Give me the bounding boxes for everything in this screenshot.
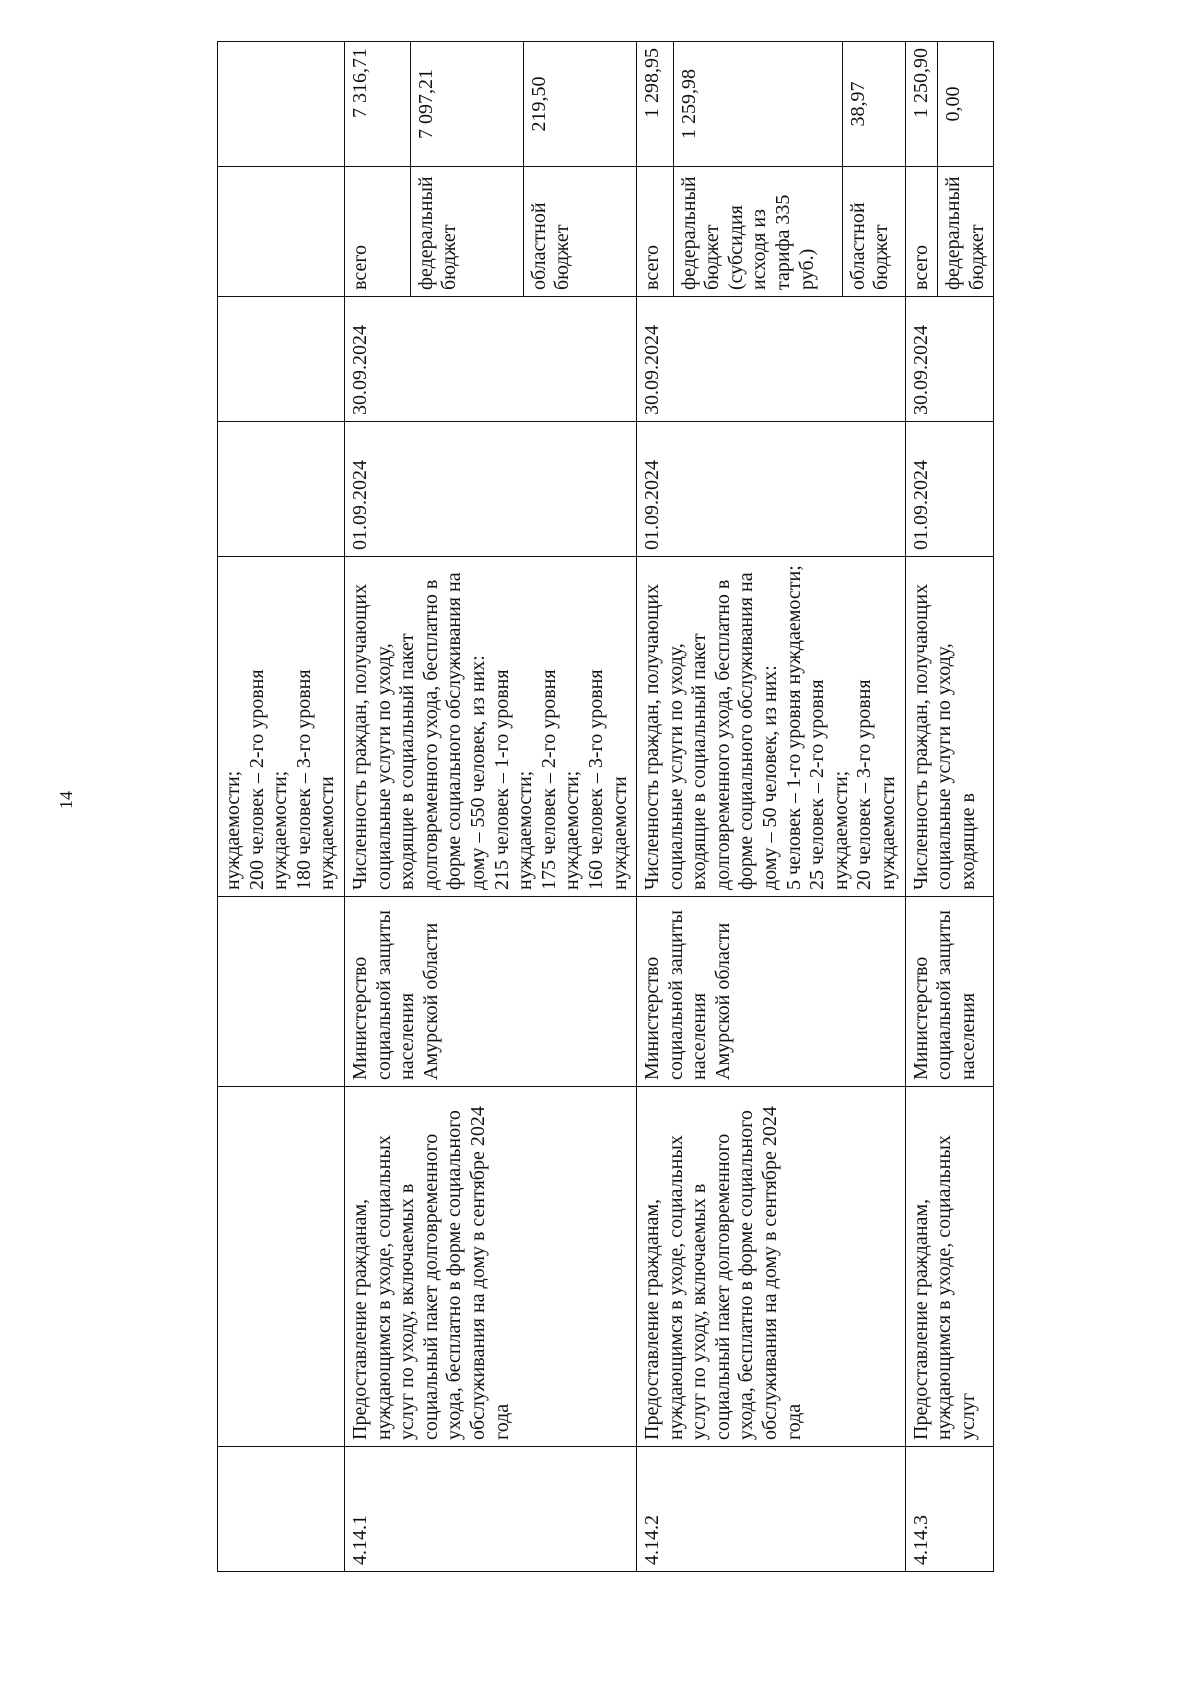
result-indicator: Численность граждан, получающих социальные услуги по уходу, входящие в [905, 557, 994, 897]
table-row [218, 42, 345, 1572]
end-date: 30.09.2024 [637, 297, 906, 422]
measure-name [218, 1087, 345, 1447]
table-row [905, 42, 938, 1572]
responsible-executor [218, 897, 345, 1087]
funding-amount: 38,97 [842, 42, 905, 167]
result-indicator: Численность граждан, получающих социальные услуги по уходу, входящие в социальный пакет долговременного ухода, бесплатно в форме социального обслуживания на дому – 50 человек, из них: 5 человек – 1-го уровня нуждаемости; 25 человек – 2-го уровня нуждаемости; 20 человек – 3-го уровня нуждаемости [637, 557, 906, 897]
funding-source: всего [344, 167, 410, 297]
end-date [218, 297, 345, 422]
measure-name: Предоставление гражданам, нуждающимся в уходе, социальных услуг по уходу, включаемых в социальный пакет долговременного ухода, бесплатно в форме социального обслуживания на дому в сентябре 2024 года [344, 1087, 636, 1447]
rotated-table-frame [217, 42, 1200, 1572]
measure-number: 4.14.3 [905, 1447, 994, 1572]
funding-source: областной бюджет [523, 167, 636, 297]
responsible-executor: Министерство социальной защиты населения Амурской области [637, 897, 906, 1087]
funding-amount: 219,50 [523, 42, 636, 167]
funding-source: всего [905, 167, 938, 297]
start-date: 01.09.2024 [344, 422, 636, 557]
responsible-executor: Министерство социальной защиты населения [905, 897, 994, 1087]
start-date [218, 422, 345, 557]
funding-amount: 1 259,98 [673, 42, 842, 167]
measure-name: Предоставление гражданам, нуждающимся в уходе, социальных услуг по уходу, включаемых в социальный пакет долговременного ухода, бесплатно в форме социального обслуживания на дому в сентябре 2024 года [637, 1087, 906, 1447]
funding-source: областной бюджет [842, 167, 905, 297]
funding-amount [218, 42, 345, 167]
end-date: 30.09.2024 [905, 297, 994, 422]
table-row [344, 42, 410, 1572]
start-date: 01.09.2024 [637, 422, 906, 557]
end-date: 30.09.2024 [344, 297, 636, 422]
result-indicator: нуждаемости; 200 человек – 2-го уровня нуждаемости; 180 человек – 3-го уровня нуждаемости [218, 557, 345, 897]
funding-amount: 1 250,90 [905, 42, 938, 167]
funding-source: федеральный бюджет [410, 167, 523, 297]
funding-source: всего [637, 167, 674, 297]
funding-amount: 0,00 [938, 42, 994, 167]
measure-number [218, 1447, 345, 1572]
page-number: 14 [55, 791, 76, 809]
funding-source: федеральный бюджет (субсидия исходя из тарифа 335 руб.) [673, 167, 842, 297]
table-row [637, 42, 674, 1572]
funding-source [218, 167, 345, 297]
measure-number: 4.14.2 [637, 1447, 906, 1572]
funding-amount: 7 097,21 [410, 42, 523, 167]
measure-number: 4.14.1 [344, 1447, 636, 1572]
measures-table [217, 41, 994, 1572]
funding-source: федеральный бюджет [938, 167, 994, 297]
funding-amount: 7 316,71 [344, 42, 410, 167]
responsible-executor: Министерство социальной защиты населения Амурской области [344, 897, 636, 1087]
result-indicator: Численность граждан, получающих социальные услуги по уходу, входящие в социальный пакет долговременного ухода, бесплатно в форме социального обслуживания на дому – 550 человек, из них: 215 человек – 1-го уровня нуждаемости; 175 человек – 2-го уровня нуждаемости; 160 человек – 3-го уровня нуждаемости [344, 557, 636, 897]
document-table-container [217, 42, 1200, 1572]
measure-name: Предоставление гражданам, нуждающимся в уходе, социальных услуг [905, 1087, 994, 1447]
funding-amount: 1 298,95 [637, 42, 674, 167]
start-date: 01.09.2024 [905, 422, 994, 557]
